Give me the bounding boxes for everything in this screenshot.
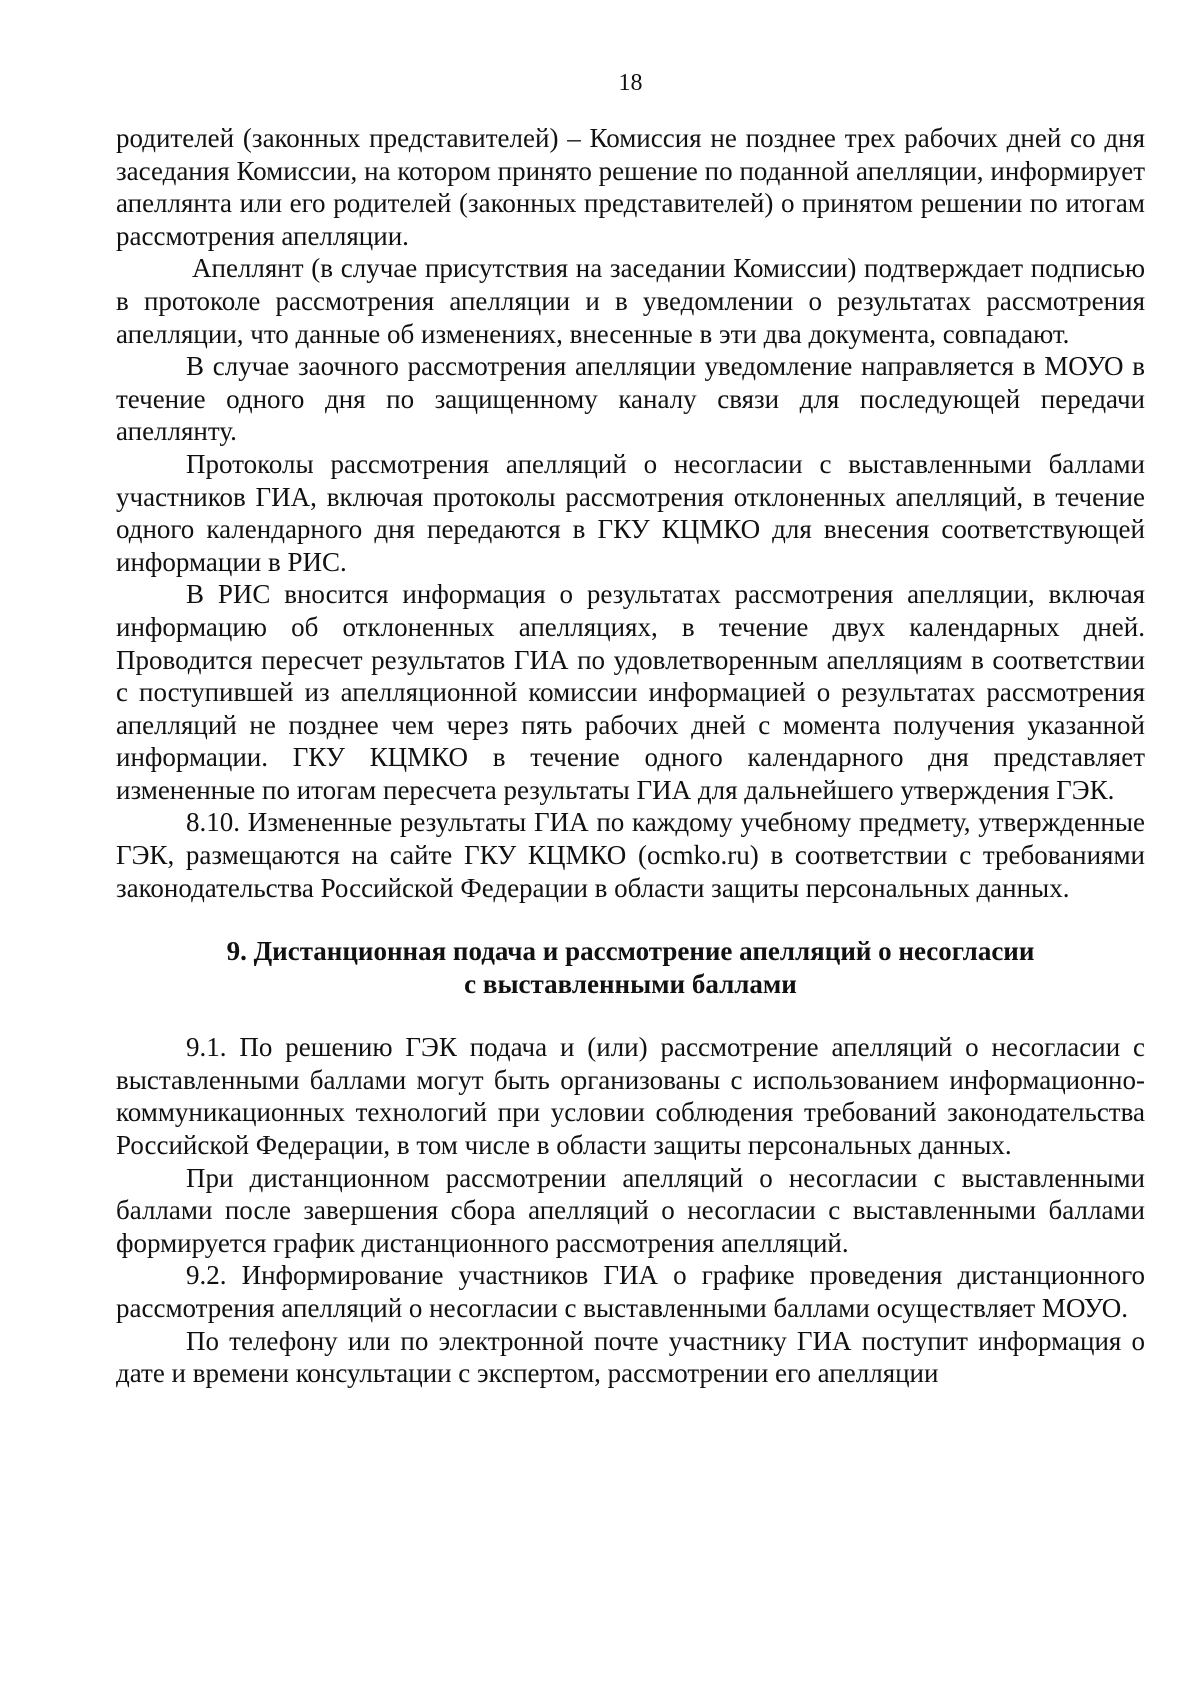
paragraph: 8.10. Измененные результаты ГИА по каждому учебному предмету, утвержденные ГЭК, размещаются на сайте ГКУ КЦМКО (ocmko.ru) в соответствии с требованиями законодательства Российской Федерации в области защиты персональных данных. — [116, 807, 1145, 903]
section-heading-line: 9. Дистанционная подача и рассмотрение апелляций о несогласии — [226, 936, 1035, 967]
paragraph: В случае заочного рассмотрения апелляции уведомление направляется в МОУО в течение одного дня по защищенному каналу связи для последующей передачи апеллянту. — [116, 351, 1145, 447]
paragraph: Протоколы рассмотрения апелляций о несогласии с выставленными баллами участников ГИА, включая протоколы рассмотрения отклоненных апелляций, в течение одного календарного дня передаются в ГКУ КЦМКО для внесения соответствующей информации в РИС. — [116, 448, 1145, 577]
paragraph: При дистанционном рассмотрении апелляций о несогласии с выставленными баллами после завершения сбора апелляций о несогласии с выставленными баллами формируется график дистанционного рассмотрения апелляций. — [116, 1162, 1145, 1258]
page-number: 18 — [618, 70, 643, 96]
paragraph: В РИС вносится информация о результатах рассмотрения апелляции, включая информацию об отклоненных апелляциях, в течение двух календарных дней. Проводится пересчет результатов ГИА по удовлетворенным апелляциям в соответствии с поступившей из апелляционной комиссии информацией о результатах рассмотрения апелляций не позднее чем через пять рабочих дней с момента получения указанной информации. ГКУ КЦМКО в течение одного календарного дня представляет измененные по итогам пересчета результаты ГИА для дальнейшего утверждения ГЭК. — [116, 579, 1145, 805]
paragraph: 9.2. Информирование участников ГИА о графике проведения дистанционного рассмотрения апелляций о несогласии с выставленными баллами осуществляет МОУО. — [116, 1260, 1145, 1323]
body-text-top — [116, 122, 1145, 904]
section-heading — [116, 935, 1145, 1001]
paragraph: 9.1. По решению ГЭК подача и (или) рассмотрение апелляций о несогласии с выставленными баллами могут быть организованы с использованием информационно-коммуникационных технологий при условии соблюдения требований законодательства Российской Федерации, в том числе в области защиты персональных данных. — [116, 1032, 1145, 1161]
paragraph: Апеллянт (в случае присутствия на заседании Комиссии) подтверждает подписью в протоколе рассмотрения апелляции и в уведомлении о результатах рассмотрения апелляции, что данные об изменениях, внесенные в эти два документа, совпадают. — [116, 253, 1145, 349]
paragraph: По телефону или по электронной почте участнику ГИА поступит информация о дате и времени консультации с экспертом, рассмотрении его апелляции — [116, 1325, 1145, 1389]
paragraph: родителей (законных представителей) – Комиссия не позднее трех рабочих дней со дня заседания Комиссии, на котором принято решение по поданной апелляции, информирует апеллянта или его родителей (законных представителей) о принятом решении по итогам рассмотрения апелляции. — [116, 123, 1145, 251]
body-text-bottom — [116, 1031, 1145, 1390]
section-heading-line: с выставленными баллами — [464, 969, 797, 1000]
